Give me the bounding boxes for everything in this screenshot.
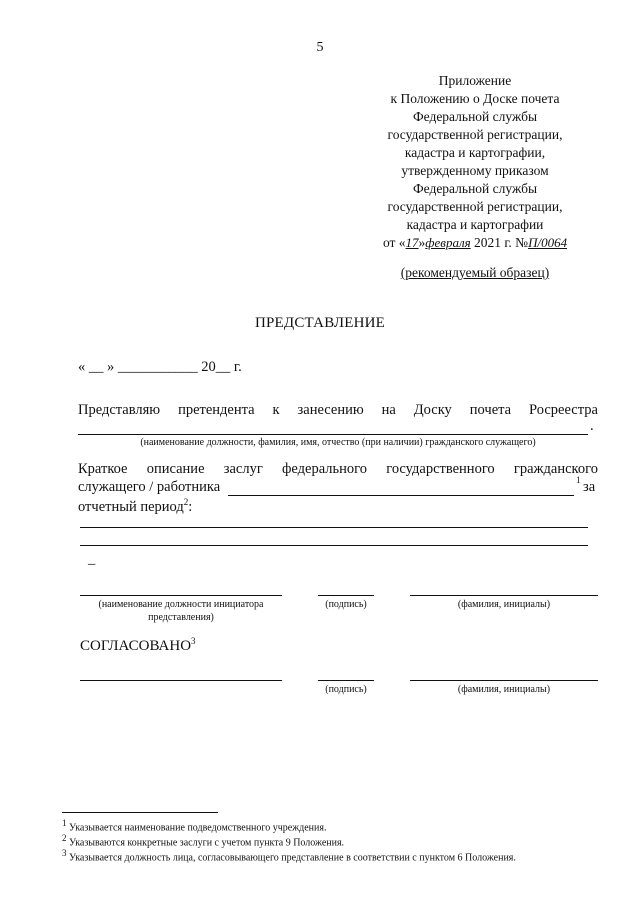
approver-signature-line[interactable] bbox=[318, 680, 374, 681]
employee-fill-line[interactable] bbox=[228, 495, 574, 496]
initiator-position-caption: (наименование должности инициатора bbox=[98, 599, 264, 610]
merits-text: Краткое описание заслуг федерального государственного гражданского bbox=[78, 461, 598, 477]
appendix-line: к Положению о Доске почета bbox=[390, 91, 560, 106]
initiator-position-caption: представления) bbox=[148, 612, 214, 623]
appendix-line: Приложение bbox=[438, 73, 512, 88]
nominee-caption: (наименование должности, фамилия, имя, отчество (при наличии) гражданского служащего) bbox=[140, 437, 536, 448]
approver-name-caption: (фамилия, инициалы) bbox=[457, 684, 551, 695]
appendix-line: государственной регистрации, bbox=[387, 199, 563, 214]
appendix-line: государственной регистрации, bbox=[387, 127, 563, 142]
merits-dash: – bbox=[88, 556, 96, 572]
initiator-position-line[interactable] bbox=[80, 595, 282, 596]
footnote: $^1$ Указывается наименование подведомственного учреждения. bbox=[62, 818, 327, 834]
order-day: 17 bbox=[405, 235, 419, 250]
initiator-name-line[interactable] bbox=[410, 595, 598, 596]
approver-signature-caption: (подпись) bbox=[325, 684, 367, 695]
sample-label: (рекомендуемый образец) bbox=[400, 265, 550, 280]
appendix-header bbox=[360, 72, 590, 282]
merits-fill-line[interactable] bbox=[80, 545, 588, 546]
footnote-ref-1: 1 bbox=[576, 475, 581, 485]
footnote-ref-3: 3 bbox=[191, 636, 196, 646]
agreed-heading: СОГЛАСОВАНО$^3$ bbox=[80, 636, 196, 654]
merits-fill-line[interactable] bbox=[80, 527, 588, 528]
footnote-divider bbox=[62, 812, 218, 813]
appendix-line: утвержденному приказом bbox=[401, 163, 549, 178]
date-line: « __ » ___________ 20__ г. bbox=[78, 359, 242, 375]
initiator-signature-line[interactable] bbox=[318, 595, 374, 596]
order-number: П/0064 bbox=[528, 235, 568, 250]
appendix-line: Федеральной службы bbox=[412, 181, 538, 196]
appendix-line: Федеральной службы bbox=[412, 109, 538, 124]
appendix-line: кадастра и картографии bbox=[406, 217, 544, 232]
footnote: $^2$ Указываются конкретные заслуги с учетом пункта 9 Положения. bbox=[62, 833, 345, 849]
footnote: $^3$ Указывается должность лица, согласовывающего представление в соответствии с пунктом 6 Положения. bbox=[62, 848, 516, 864]
nominee-text: Представляю претендента к занесению на Доску почета Росреестра bbox=[78, 402, 598, 418]
merits-line3: отчетный период$^2$: bbox=[78, 497, 193, 515]
merits-line2-end: за bbox=[583, 479, 596, 495]
initiator-name-caption: (фамилия, инициалы) bbox=[457, 599, 551, 610]
nominee-fill-line[interactable] bbox=[78, 434, 588, 435]
order-date-line: от «17»февраля 2021 г. №П/0064 bbox=[382, 235, 568, 250]
nominee-end-mark: . bbox=[590, 418, 594, 434]
approver-position-line[interactable] bbox=[80, 680, 282, 681]
merits-line2: служащего / работника bbox=[78, 479, 221, 495]
order-month: февраля bbox=[425, 235, 471, 250]
document-title: ПРЕДСТАВЛЕНИЕ bbox=[254, 315, 386, 331]
approver-name-line[interactable] bbox=[410, 680, 598, 681]
initiator-signature-caption: (подпись) bbox=[325, 599, 367, 610]
footnote-ref-2: 2 bbox=[183, 497, 189, 507]
appendix-line: кадастра и картографии, bbox=[404, 145, 546, 160]
page-number: 5 bbox=[316, 40, 324, 55]
